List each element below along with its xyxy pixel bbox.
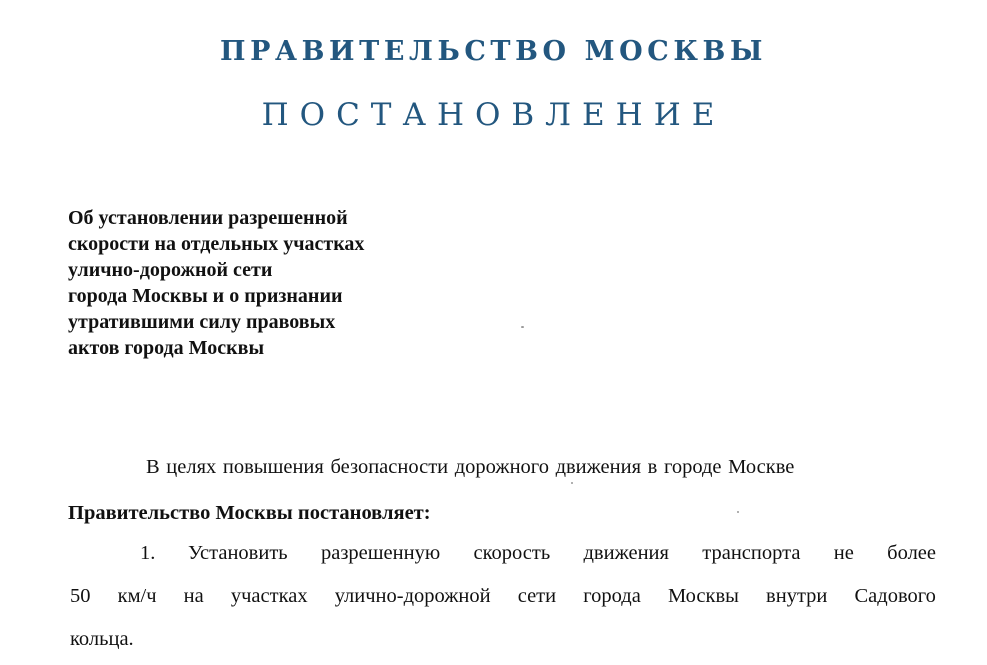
item-word: разрешенную: [320, 542, 441, 564]
item-word: улично-дорожной: [334, 585, 491, 607]
item-1-line-2: [70, 585, 936, 608]
title-line: города Москвы и о признании: [68, 285, 343, 307]
resolves-statement: Правительство Москвы постановляет:: [68, 502, 431, 524]
title-line: актов города Москвы: [68, 337, 265, 359]
item-word: более: [887, 542, 936, 564]
item-word: Москвы: [667, 585, 739, 607]
organization-header: ПРАВИТЕЛЬСТВО МОСКВЫ: [220, 36, 767, 67]
item-1-line-1: [140, 542, 936, 565]
scan-speck: [521, 326, 524, 328]
item-word: участках: [230, 585, 308, 607]
document-type-header: ПОСТАНОВЛЕНИЕ: [261, 97, 726, 133]
item-word: движения: [583, 542, 669, 564]
item-word: внутри: [766, 585, 828, 607]
item-number: 1.: [140, 542, 156, 564]
scan-speck: [571, 482, 573, 484]
item-number-and-first-word: [140, 542, 288, 565]
item-word: км/ч: [117, 585, 157, 607]
preamble-paragraph: В целях повышения безопасности дорожного движения в городе Москве: [146, 456, 795, 478]
title-line: улично-дорожной сети: [68, 259, 273, 281]
title-line: утратившими силу правовых: [68, 311, 336, 333]
item-word: города: [583, 585, 641, 607]
title-line: скорости на отдельных участках: [68, 233, 365, 255]
title-line: Об установлении разрешенной: [68, 207, 348, 229]
item-1-line-3: кольца.: [70, 628, 134, 650]
item-word: на: [183, 585, 204, 607]
item-word: скорость: [473, 542, 551, 564]
item-word: Установить: [188, 542, 288, 564]
item-word: не: [833, 542, 854, 564]
item-word: Садового: [854, 585, 936, 607]
item-word: сети: [517, 585, 557, 607]
document-title: [68, 205, 468, 361]
scan-speck: [737, 511, 739, 513]
item-word: 50: [70, 585, 91, 607]
item-word: транспорта: [702, 542, 801, 564]
